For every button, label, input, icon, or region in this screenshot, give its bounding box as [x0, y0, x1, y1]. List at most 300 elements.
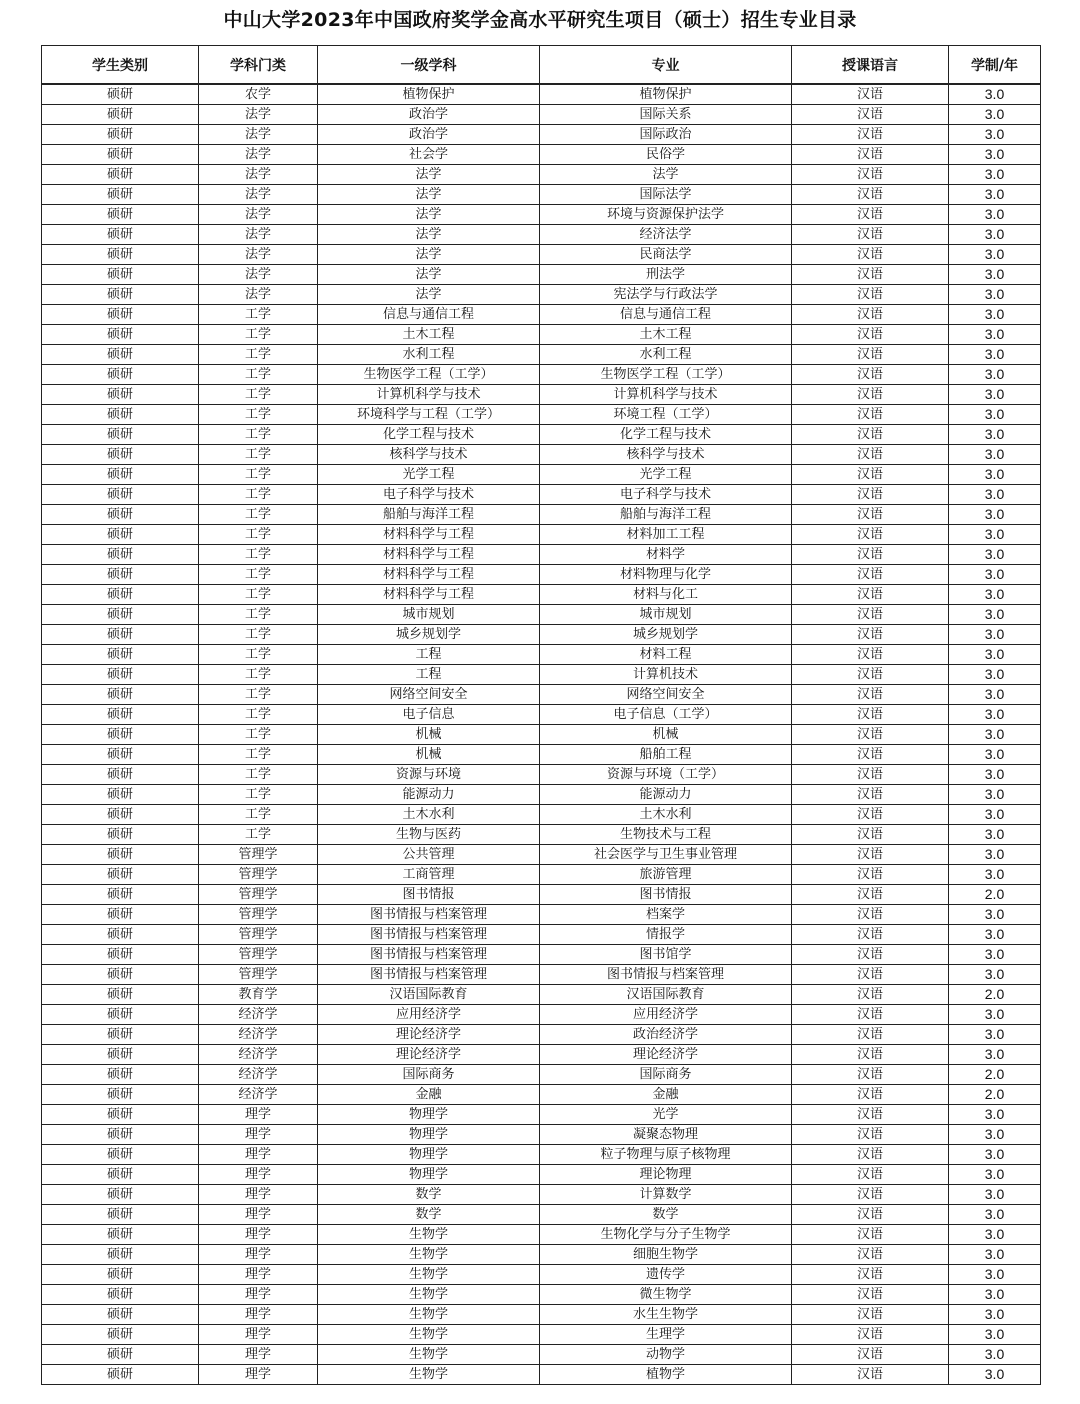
cell-first-level-discipline: 数学: [318, 1185, 540, 1205]
cell-teaching-language: 汉语: [792, 705, 949, 725]
cell-first-level-discipline: 信息与通信工程: [318, 305, 540, 325]
cell-major: 理论经济学: [540, 1045, 792, 1065]
table-row: [42, 1305, 1041, 1325]
cell-duration-years: 3.0: [949, 265, 1041, 285]
table-row: [42, 365, 1041, 385]
cell-discipline-category: 工学: [199, 705, 318, 725]
cell-student-category: 硕研: [42, 1165, 199, 1185]
table-row: [42, 745, 1041, 765]
cell-duration-years: 3.0: [949, 825, 1041, 845]
table-row: [42, 145, 1041, 165]
cell-first-level-discipline: 图书情报与档案管理: [318, 925, 540, 945]
cell-discipline-category: 工学: [199, 545, 318, 565]
cell-duration-years: 3.0: [949, 1045, 1041, 1065]
cell-discipline-category: 理学: [199, 1185, 318, 1205]
header-row: [42, 46, 1041, 85]
cell-teaching-language: 汉语: [792, 1105, 949, 1125]
cell-duration-years: 3.0: [949, 545, 1041, 565]
cell-first-level-discipline: 生物学: [318, 1265, 540, 1285]
cell-first-level-discipline: 社会学: [318, 145, 540, 165]
cell-discipline-category: 管理学: [199, 965, 318, 985]
cell-discipline-category: 理学: [199, 1365, 318, 1385]
cell-discipline-category: 工学: [199, 665, 318, 685]
cell-major: 材料学: [540, 545, 792, 565]
cell-duration-years: 3.0: [949, 425, 1041, 445]
cell-student-category: 硕研: [42, 1145, 199, 1165]
cell-student-category: 硕研: [42, 985, 199, 1005]
cell-first-level-discipline: 电子信息: [318, 705, 540, 725]
table-row: [42, 1065, 1041, 1085]
cell-first-level-discipline: 理论经济学: [318, 1025, 540, 1045]
table-row: [42, 125, 1041, 145]
table-row: [42, 1225, 1041, 1245]
cell-major: 经济法学: [540, 225, 792, 245]
cell-major: 国际政治: [540, 125, 792, 145]
cell-student-category: 硕研: [42, 625, 199, 645]
cell-major: 粒子物理与原子核物理: [540, 1145, 792, 1165]
document-title: 中山大学2023年中国政府奖学金高水平研究生项目（硕士）招生专业目录: [223, 9, 857, 31]
cell-discipline-category: 工学: [199, 465, 318, 485]
cell-student-category: 硕研: [42, 1205, 199, 1225]
cell-teaching-language: 汉语: [792, 1165, 949, 1185]
cell-first-level-discipline: 计算机科学与技术: [318, 385, 540, 405]
cell-discipline-category: 法学: [199, 225, 318, 245]
cell-teaching-language: 汉语: [792, 405, 949, 425]
cell-student-category: 硕研: [42, 1305, 199, 1325]
cell-student-category: 硕研: [42, 885, 199, 905]
cell-duration-years: 3.0: [949, 405, 1041, 425]
cell-student-category: 硕研: [42, 145, 199, 165]
cell-student-category: 硕研: [42, 365, 199, 385]
table-row: [42, 1165, 1041, 1185]
cell-teaching-language: 汉语: [792, 1285, 949, 1305]
cell-discipline-category: 工学: [199, 825, 318, 845]
table-row: [42, 525, 1041, 545]
cell-student-category: 硕研: [42, 565, 199, 585]
cell-duration-years: 3.0: [949, 605, 1041, 625]
cell-discipline-category: 理学: [199, 1285, 318, 1305]
cell-teaching-language: 汉语: [792, 505, 949, 525]
cell-student-category: 硕研: [42, 84, 199, 105]
cell-first-level-discipline: 法学: [318, 185, 540, 205]
cell-discipline-category: 法学: [199, 165, 318, 185]
cell-discipline-category: 理学: [199, 1345, 318, 1365]
cell-duration-years: 3.0: [949, 145, 1041, 165]
cell-duration-years: 3.0: [949, 665, 1041, 685]
cell-duration-years: 3.0: [949, 905, 1041, 925]
cell-major: 电子科学与技术: [540, 485, 792, 505]
cell-first-level-discipline: 植物保护: [318, 84, 540, 105]
cell-duration-years: 3.0: [949, 1005, 1041, 1025]
cell-student-category: 硕研: [42, 1365, 199, 1385]
table-row: [42, 105, 1041, 125]
cell-teaching-language: 汉语: [792, 785, 949, 805]
cell-teaching-language: 汉语: [792, 925, 949, 945]
cell-first-level-discipline: 法学: [318, 265, 540, 285]
cell-student-category: 硕研: [42, 665, 199, 685]
cell-student-category: 硕研: [42, 1045, 199, 1065]
cell-teaching-language: 汉语: [792, 945, 949, 965]
cell-duration-years: 3.0: [949, 705, 1041, 725]
cell-teaching-language: 汉语: [792, 825, 949, 845]
cell-duration-years: 3.0: [949, 745, 1041, 765]
cell-student-category: 硕研: [42, 265, 199, 285]
cell-student-category: 硕研: [42, 165, 199, 185]
cell-duration-years: 3.0: [949, 1105, 1041, 1125]
table-row: [42, 345, 1041, 365]
table-row: [42, 1285, 1041, 1305]
cell-first-level-discipline: 机械: [318, 745, 540, 765]
cell-duration-years: 3.0: [949, 345, 1041, 365]
cell-discipline-category: 工学: [199, 605, 318, 625]
cell-student-category: 硕研: [42, 905, 199, 925]
cell-first-level-discipline: 机械: [318, 725, 540, 745]
cell-student-category: 硕研: [42, 1005, 199, 1025]
cell-discipline-category: 法学: [199, 185, 318, 205]
table-row: [42, 905, 1041, 925]
cell-major: 凝聚态物理: [540, 1125, 792, 1145]
cell-teaching-language: 汉语: [792, 265, 949, 285]
cell-duration-years: 3.0: [949, 1225, 1041, 1245]
cell-first-level-discipline: 图书情报与档案管理: [318, 905, 540, 925]
cell-major: 城乡规划学: [540, 625, 792, 645]
cell-duration-years: 3.0: [949, 565, 1041, 585]
cell-major: 数学: [540, 1205, 792, 1225]
cell-discipline-category: 工学: [199, 585, 318, 605]
cell-duration-years: 3.0: [949, 865, 1041, 885]
cell-first-level-discipline: 材料科学与工程: [318, 565, 540, 585]
cell-teaching-language: 汉语: [792, 185, 949, 205]
cell-first-level-discipline: 法学: [318, 165, 540, 185]
cell-major: 图书馆学: [540, 945, 792, 965]
table-row: [42, 225, 1041, 245]
cell-duration-years: 3.0: [949, 365, 1041, 385]
table-row: [42, 645, 1041, 665]
cell-student-category: 硕研: [42, 525, 199, 545]
cell-first-level-discipline: 生物学: [318, 1365, 540, 1385]
cell-first-level-discipline: 生物医学工程（工学）: [318, 365, 540, 385]
cell-first-level-discipline: 物理学: [318, 1105, 540, 1125]
cell-discipline-category: 理学: [199, 1205, 318, 1225]
cell-first-level-discipline: 工商管理: [318, 865, 540, 885]
cell-major: 国际法学: [540, 185, 792, 205]
cell-major: 民俗学: [540, 145, 792, 165]
cell-major: 电子信息（工学）: [540, 705, 792, 725]
cell-major: 刑法学: [540, 265, 792, 285]
table-row: [42, 565, 1041, 585]
cell-student-category: 硕研: [42, 425, 199, 445]
cell-student-category: 硕研: [42, 1265, 199, 1285]
cell-major: 土木水利: [540, 805, 792, 825]
cell-major: 社会医学与卫生事业管理: [540, 845, 792, 865]
cell-duration-years: 2.0: [949, 885, 1041, 905]
cell-duration-years: 3.0: [949, 325, 1041, 345]
cell-discipline-category: 工学: [199, 425, 318, 445]
cell-major: 土木工程: [540, 325, 792, 345]
cell-major: 图书情报: [540, 885, 792, 905]
cell-teaching-language: 汉语: [792, 305, 949, 325]
cell-first-level-discipline: 城乡规划学: [318, 625, 540, 645]
cell-major: 遗传学: [540, 1265, 792, 1285]
cell-student-category: 硕研: [42, 1345, 199, 1365]
table-row: [42, 325, 1041, 345]
cell-student-category: 硕研: [42, 945, 199, 965]
cell-duration-years: 3.0: [949, 585, 1041, 605]
cell-student-category: 硕研: [42, 1325, 199, 1345]
cell-duration-years: 3.0: [949, 84, 1041, 105]
cell-duration-years: 3.0: [949, 305, 1041, 325]
cell-first-level-discipline: 汉语国际教育: [318, 985, 540, 1005]
cell-discipline-category: 工学: [199, 645, 318, 665]
table-row: [42, 845, 1041, 865]
cell-first-level-discipline: 工程: [318, 645, 540, 665]
table-row: [42, 545, 1041, 565]
cell-major: 船舶工程: [540, 745, 792, 765]
cell-major: 机械: [540, 725, 792, 745]
table-row: [42, 605, 1041, 625]
cell-first-level-discipline: 法学: [318, 205, 540, 225]
table-row: [42, 185, 1041, 205]
cell-major: 计算机技术: [540, 665, 792, 685]
cell-student-category: 硕研: [42, 965, 199, 985]
cell-discipline-category: 工学: [199, 365, 318, 385]
cell-duration-years: 3.0: [949, 1365, 1041, 1385]
cell-major: 生物医学工程（工学）: [540, 365, 792, 385]
cell-major: 信息与通信工程: [540, 305, 792, 325]
cell-teaching-language: 汉语: [792, 1065, 949, 1085]
cell-student-category: 硕研: [42, 485, 199, 505]
cell-first-level-discipline: 生物学: [318, 1245, 540, 1265]
cell-first-level-discipline: 生物学: [318, 1345, 540, 1365]
table-row: [42, 165, 1041, 185]
cell-discipline-category: 理学: [199, 1245, 318, 1265]
cell-major: 生物技术与工程: [540, 825, 792, 845]
cell-first-level-discipline: 材料科学与工程: [318, 545, 540, 565]
cell-major: 能源动力: [540, 785, 792, 805]
cell-duration-years: 2.0: [949, 1065, 1041, 1085]
cell-duration-years: 3.0: [949, 1325, 1041, 1345]
cell-duration-years: 3.0: [949, 485, 1041, 505]
cell-teaching-language: 汉语: [792, 1185, 949, 1205]
cell-duration-years: 3.0: [949, 785, 1041, 805]
cell-discipline-category: 工学: [199, 565, 318, 585]
cell-discipline-category: 工学: [199, 485, 318, 505]
cell-discipline-category: 工学: [199, 325, 318, 345]
cell-teaching-language: 汉语: [792, 565, 949, 585]
cell-teaching-language: 汉语: [792, 345, 949, 365]
cell-first-level-discipline: 金融: [318, 1085, 540, 1105]
cell-teaching-language: 汉语: [792, 425, 949, 445]
cell-major: 材料工程: [540, 645, 792, 665]
cell-discipline-category: 经济学: [199, 1045, 318, 1065]
cell-discipline-category: 管理学: [199, 945, 318, 965]
cell-first-level-discipline: 生物学: [318, 1305, 540, 1325]
header-first-level-discipline: 一级学科: [318, 46, 540, 85]
cell-major: 资源与环境（工学）: [540, 765, 792, 785]
cell-teaching-language: 汉语: [792, 245, 949, 265]
cell-teaching-language: 汉语: [792, 84, 949, 105]
cell-student-category: 硕研: [42, 325, 199, 345]
cell-teaching-language: 汉语: [792, 1005, 949, 1025]
cell-major: 生物化学与分子生物学: [540, 1225, 792, 1245]
cell-first-level-discipline: 物理学: [318, 1125, 540, 1145]
cell-teaching-language: 汉语: [792, 1045, 949, 1065]
cell-teaching-language: 汉语: [792, 465, 949, 485]
cell-student-category: 硕研: [42, 205, 199, 225]
cell-major: 城市规划: [540, 605, 792, 625]
program-catalog-table: [41, 45, 1041, 1385]
cell-discipline-category: 理学: [199, 1305, 318, 1325]
cell-first-level-discipline: 应用经济学: [318, 1005, 540, 1025]
cell-teaching-language: 汉语: [792, 145, 949, 165]
cell-teaching-language: 汉语: [792, 665, 949, 685]
cell-discipline-category: 理学: [199, 1265, 318, 1285]
cell-major: 水生生物学: [540, 1305, 792, 1325]
cell-major: 应用经济学: [540, 1005, 792, 1025]
cell-major: 计算数学: [540, 1185, 792, 1205]
cell-student-category: 硕研: [42, 1025, 199, 1045]
cell-discipline-category: 工学: [199, 725, 318, 745]
cell-discipline-category: 理学: [199, 1325, 318, 1345]
cell-first-level-discipline: 工程: [318, 665, 540, 685]
cell-student-category: 硕研: [42, 1085, 199, 1105]
cell-teaching-language: 汉语: [792, 1325, 949, 1345]
table-row: [42, 505, 1041, 525]
table-row: [42, 1345, 1041, 1365]
cell-teaching-language: 汉语: [792, 585, 949, 605]
cell-teaching-language: 汉语: [792, 225, 949, 245]
cell-duration-years: 3.0: [949, 685, 1041, 705]
cell-teaching-language: 汉语: [792, 805, 949, 825]
cell-discipline-category: 经济学: [199, 1005, 318, 1025]
header-duration-years: 学制/年: [949, 46, 1041, 85]
cell-teaching-language: 汉语: [792, 365, 949, 385]
table-row: [42, 405, 1041, 425]
cell-student-category: 硕研: [42, 245, 199, 265]
cell-teaching-language: 汉语: [792, 545, 949, 565]
cell-first-level-discipline: 国际商务: [318, 1065, 540, 1085]
cell-duration-years: 3.0: [949, 505, 1041, 525]
table-row: [42, 1105, 1041, 1125]
cell-student-category: 硕研: [42, 925, 199, 945]
cell-student-category: 硕研: [42, 1285, 199, 1305]
cell-teaching-language: 汉语: [792, 865, 949, 885]
cell-discipline-category: 法学: [199, 285, 318, 305]
cell-discipline-category: 法学: [199, 245, 318, 265]
table-row: [42, 1265, 1041, 1285]
cell-discipline-category: 理学: [199, 1125, 318, 1145]
cell-discipline-category: 农学: [199, 84, 318, 105]
cell-teaching-language: 汉语: [792, 1245, 949, 1265]
cell-discipline-category: 理学: [199, 1105, 318, 1125]
cell-first-level-discipline: 数学: [318, 1205, 540, 1225]
cell-first-level-discipline: 生物与医药: [318, 825, 540, 845]
cell-teaching-language: 汉语: [792, 725, 949, 745]
table-row: [42, 885, 1041, 905]
cell-first-level-discipline: 图书情报与档案管理: [318, 965, 540, 985]
cell-major: 船舶与海洋工程: [540, 505, 792, 525]
cell-duration-years: 3.0: [949, 1125, 1041, 1145]
cell-first-level-discipline: 图书情报: [318, 885, 540, 905]
cell-duration-years: 3.0: [949, 945, 1041, 965]
table-row: [42, 265, 1041, 285]
cell-teaching-language: 汉语: [792, 745, 949, 765]
cell-student-category: 硕研: [42, 805, 199, 825]
cell-teaching-language: 汉语: [792, 1125, 949, 1145]
cell-duration-years: 3.0: [949, 965, 1041, 985]
cell-student-category: 硕研: [42, 1185, 199, 1205]
cell-duration-years: 3.0: [949, 1285, 1041, 1305]
cell-first-level-discipline: 网络空间安全: [318, 685, 540, 705]
cell-teaching-language: 汉语: [792, 1205, 949, 1225]
cell-first-level-discipline: 生物学: [318, 1225, 540, 1245]
cell-major: 金融: [540, 1085, 792, 1105]
cell-discipline-category: 工学: [199, 625, 318, 645]
cell-first-level-discipline: 法学: [318, 285, 540, 305]
cell-teaching-language: 汉语: [792, 885, 949, 905]
cell-first-level-discipline: 理论经济学: [318, 1045, 540, 1065]
cell-major: 宪法学与行政法学: [540, 285, 792, 305]
cell-discipline-category: 法学: [199, 105, 318, 125]
table-row: [42, 1145, 1041, 1165]
cell-teaching-language: 汉语: [792, 325, 949, 345]
table-row: [42, 425, 1041, 445]
cell-duration-years: 3.0: [949, 1165, 1041, 1185]
cell-teaching-language: 汉语: [792, 385, 949, 405]
cell-teaching-language: 汉语: [792, 965, 949, 985]
cell-major: 细胞生物学: [540, 1245, 792, 1265]
cell-teaching-language: 汉语: [792, 1145, 949, 1165]
cell-first-level-discipline: 政治学: [318, 125, 540, 145]
cell-major: 国际商务: [540, 1065, 792, 1085]
cell-student-category: 硕研: [42, 1065, 199, 1085]
cell-duration-years: 3.0: [949, 725, 1041, 745]
cell-duration-years: 3.0: [949, 1185, 1041, 1205]
cell-discipline-category: 工学: [199, 525, 318, 545]
cell-discipline-category: 经济学: [199, 1065, 318, 1085]
header-discipline-category: 学科门类: [199, 46, 318, 85]
cell-duration-years: 3.0: [949, 225, 1041, 245]
cell-teaching-language: 汉语: [792, 605, 949, 625]
cell-major: 生理学: [540, 1325, 792, 1345]
table-row: [42, 1365, 1041, 1385]
cell-teaching-language: 汉语: [792, 105, 949, 125]
cell-first-level-discipline: 政治学: [318, 105, 540, 125]
cell-student-category: 硕研: [42, 305, 199, 325]
cell-discipline-category: 工学: [199, 685, 318, 705]
cell-duration-years: 3.0: [949, 1145, 1041, 1165]
table-row: [42, 865, 1041, 885]
cell-first-level-discipline: 城市规划: [318, 605, 540, 625]
cell-discipline-category: 法学: [199, 265, 318, 285]
cell-discipline-category: 工学: [199, 445, 318, 465]
cell-major: 植物保护: [540, 84, 792, 105]
cell-major: 环境与资源保护法学: [540, 205, 792, 225]
cell-duration-years: 3.0: [949, 105, 1041, 125]
cell-discipline-category: 工学: [199, 745, 318, 765]
cell-major: 化学工程与技术: [540, 425, 792, 445]
table-row: [42, 1005, 1041, 1025]
cell-teaching-language: 汉语: [792, 205, 949, 225]
cell-major: 图书情报与档案管理: [540, 965, 792, 985]
table-row: [42, 84, 1041, 105]
cell-student-category: 硕研: [42, 225, 199, 245]
cell-student-category: 硕研: [42, 445, 199, 465]
cell-discipline-category: 法学: [199, 145, 318, 165]
cell-major: 理论物理: [540, 1165, 792, 1185]
cell-duration-years: 3.0: [949, 185, 1041, 205]
table-row: [42, 965, 1041, 985]
